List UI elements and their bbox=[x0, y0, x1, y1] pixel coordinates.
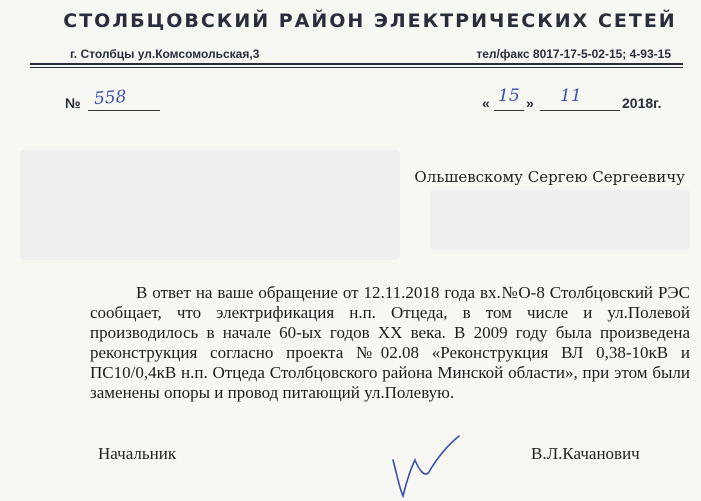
letter-body-paragraph: В ответ на ваше обращение от 12.11.2018 года вх.№О-8 Столбцовский РЭС сообщает, что электрификация н.п. Отцеда, в том числе и ул.Полевой производилось в начале 60-ых годов XX века. В 2009 году была произведена реконструкция согласно проекта №02.08 «Реконструкция ВЛ 0,38-10кВ и ПС10/0,4кВ н.п. Отцеда Столбцовского района Минской области», при этом были заменены опоры и провод питающий ул.Полевую. bbox=[90, 283, 690, 402]
signatory-title: Начальник bbox=[98, 444, 177, 463]
background-smudge bbox=[20, 150, 400, 260]
date-quote-close: » bbox=[526, 95, 534, 111]
number-label: № bbox=[65, 95, 81, 111]
number-underline bbox=[88, 110, 160, 111]
month-underline bbox=[540, 110, 620, 111]
date-day: 15 bbox=[498, 86, 520, 106]
date-month: 11 bbox=[560, 86, 582, 106]
signatory-name: В.Л.Качанович bbox=[531, 444, 640, 463]
number-value: 558 bbox=[93, 86, 128, 110]
header-rule-thick bbox=[30, 63, 683, 65]
org-title: СТОЛБЦОВСКИЙ РАЙОН ЭЛЕКТРИЧЕСКИХ СЕТЕЙ bbox=[63, 10, 677, 32]
handwritten-signature bbox=[385, 430, 465, 500]
day-underline bbox=[494, 110, 524, 111]
header-rule-thin bbox=[30, 67, 683, 68]
date-year: 2018г. bbox=[622, 95, 662, 111]
org-address: г. Столбцы ул.Комсомольская,3 bbox=[70, 47, 260, 61]
background-smudge bbox=[430, 190, 690, 250]
date-quote-open: « bbox=[482, 95, 490, 111]
recipient-name: Ольшевскому Сергею Сергеевичу bbox=[414, 168, 685, 186]
org-phone: тел/факс 8017-17-5-02-15; 4-93-15 bbox=[476, 47, 671, 61]
letter-body bbox=[90, 283, 690, 403]
